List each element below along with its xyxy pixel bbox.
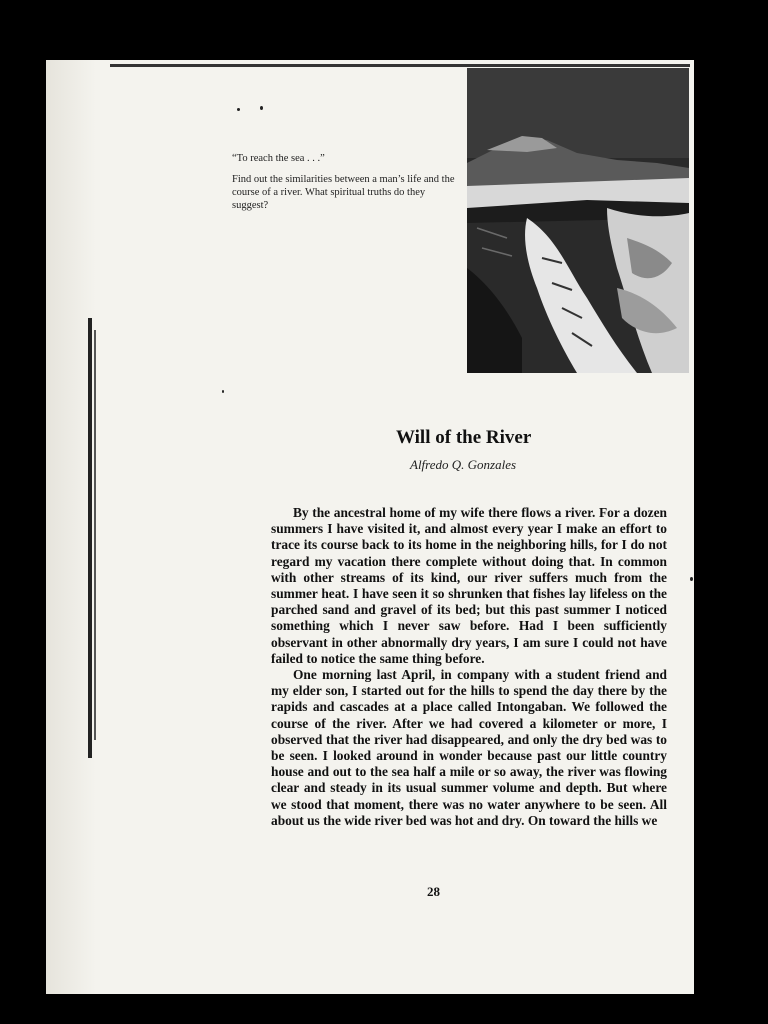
binding-edge-shadow: [94, 330, 96, 740]
binding-edge: [88, 318, 92, 758]
body-paragraph: By the ancestral home of my wife there flows a river. For a dozen summers I have visited it, and almost every year I make an effort to trace its course back to its home in the neighboring hills, for I do not regard my vacation there complete without doing that. In common with other streams of its kind, our river suffers much from the summer heat. I have seen it so shrunken that fishes lay lifeless on the parched sand and gravel of its bed; but this past summer I noticed something which I never saw before. Had I been sufficiently observant in other abnormally dry years, I am sure I could not have failed to notice the same thing before.: [271, 505, 667, 666]
discussion-caption: [232, 152, 462, 212]
ink-speck: [237, 108, 240, 111]
ink-speck: [690, 577, 693, 581]
ink-speck: [222, 390, 224, 393]
caption-quote: “To reach the sea . . .”: [232, 153, 325, 164]
page-top-edge: [110, 64, 690, 67]
body-paragraph: One morning last April, in company with a student friend and my elder son, I started out for the hills to spend the day there by the rapids and cascades at a place called Intongaban. We followed the course of the river. After we had covered a kilometer or more, I observed that the river had disappeared, and only the dry bed was to be seen. I looked around in wonder because past our little country house and out to the sea half a mile or so away, the river was flowing clear and steady in its usual summer volume and depth. But where we stood that moment, there was no water anywhere to be seen. All about us the wide river bed was hot and dry. On toward the hills we: [271, 667, 667, 828]
article-body: [271, 505, 667, 829]
page-number: 28: [427, 884, 440, 899]
caption-prompt: Find out the similarities between a man’s life and the course of a river. What spiritual truths do they suggest?: [232, 174, 455, 211]
article-author: Alfredo Q. Gonzales: [410, 457, 517, 472]
river-landscape-illustration: [467, 68, 689, 373]
article-title: Will of the River: [396, 427, 532, 448]
ink-speck: [260, 106, 263, 110]
